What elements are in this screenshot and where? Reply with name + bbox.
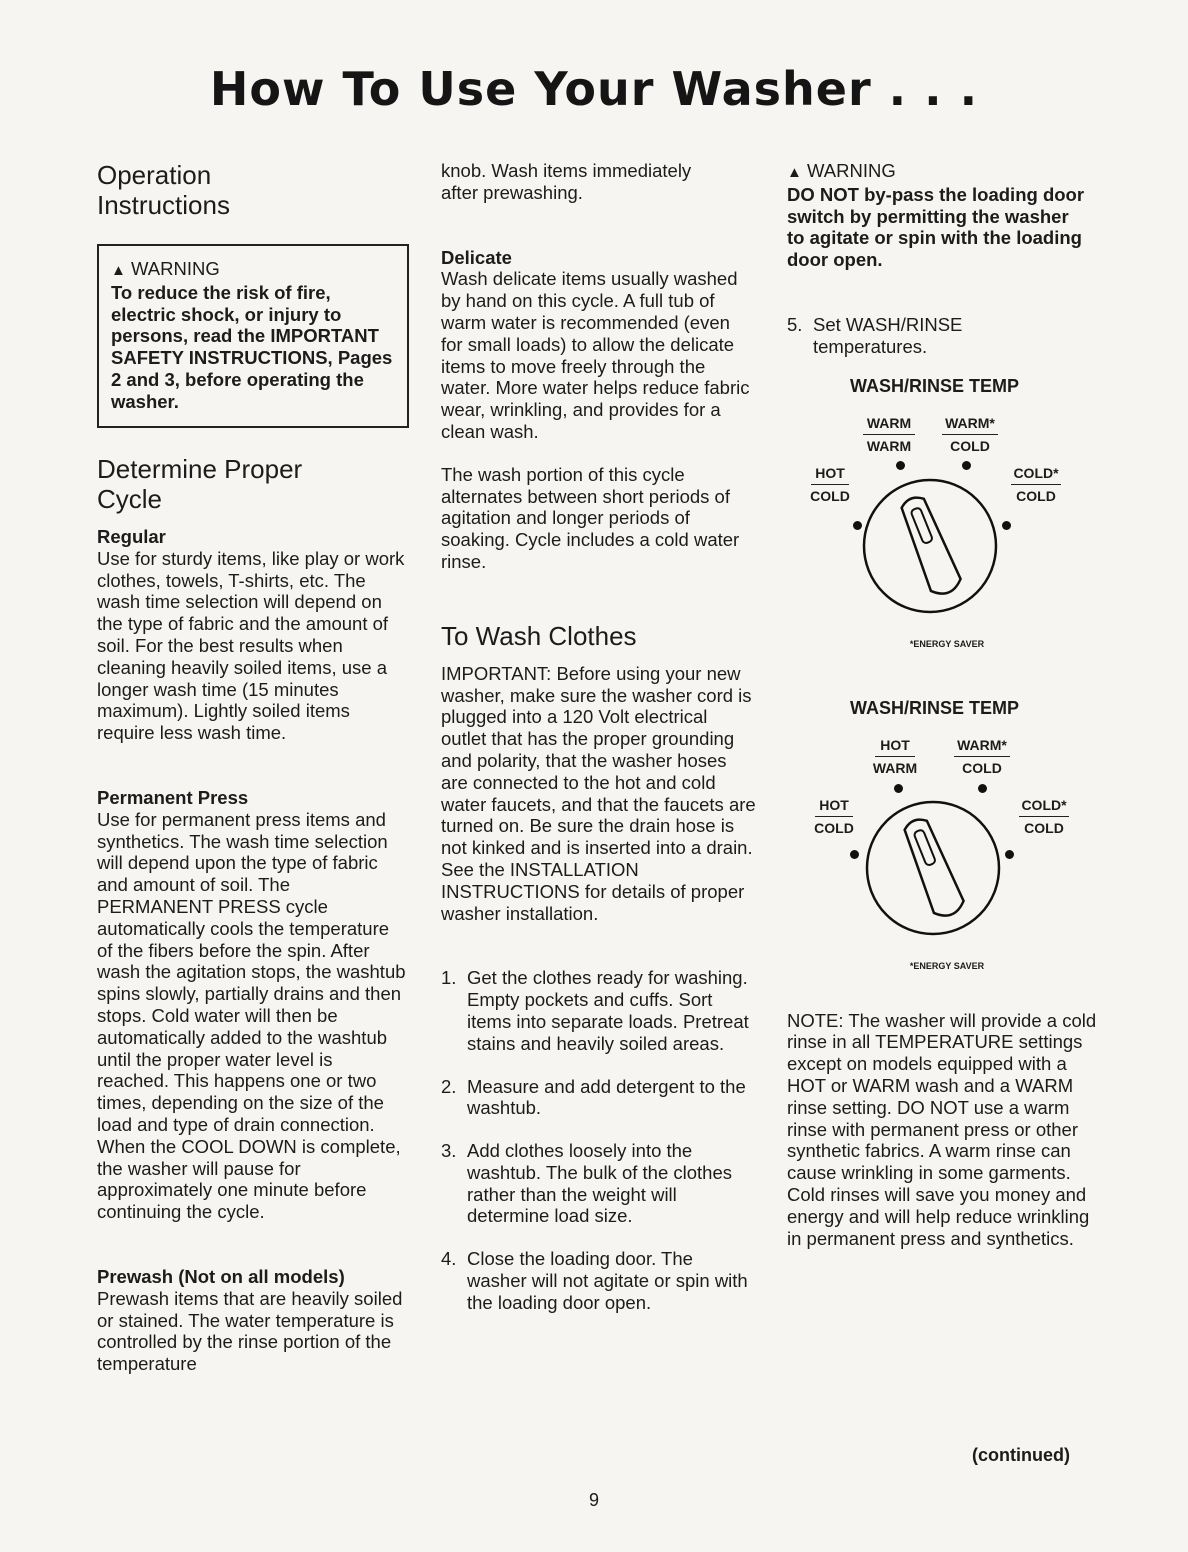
column-left: [97, 160, 409, 1375]
dial-label-hot-cold: HOT COLD: [805, 462, 855, 507]
list-item: 5. Set WASH/RINSE temperatures.: [787, 313, 963, 357]
important-text: IMPORTANT: Before using your new washer, make sure the washer cord is plugged into a 120 Volt electrical outlet that has the proper grounding and polarity, that the washer hoses are connected to the hot and cold water faucets, and that the faucets are turned on. Be sure the drain hose is not kinked and is inserted into a drain. See the INSTALLATION INSTRUCTIONS for details of proper washer installation.: [441, 662, 756, 924]
delicate-text: Wash delicate items usually washed by hand on this cycle. A full tub of warm water is recommended (even for small loads) to allow the delicate items to move freely through the water. More water helps reduce fabric wear, wrinkling, and provides for a clean wash.: [441, 268, 750, 442]
dial-label-hot-cold: HOT COLD: [809, 794, 859, 839]
dial-title: WASH/RINSE TEMP: [849, 697, 1019, 718]
dial-position-dot: [978, 784, 987, 793]
temperature-knob-icon: [860, 476, 1000, 616]
step-5: [787, 314, 1102, 358]
regular-heading: Regular: [97, 526, 166, 547]
warning-label: WARNING: [131, 258, 220, 279]
regular-text: Use for sturdy items, like play or work clothes, towels, T-shirts, etc. The wash time selection will depend on the type of fabric and the amount of soil. For the best results when cleaning heavily soiled items, use a longer wash time (15 minutes maximum). Lightly soiled items require less wash time.: [97, 547, 405, 744]
permanent-press-heading: Permanent Press: [97, 786, 249, 808]
list-item: 1. Get the clothes ready for washing. Empty pockets and cuffs. Sort items into separate loads. Pretreat stains and heavily soiled areas.: [441, 967, 749, 1054]
temperature-knob-icon: [863, 798, 1003, 938]
prewash-continued-text: knob. Wash items immediately after prewashing.: [441, 160, 692, 203]
dial-position-dot: [896, 461, 905, 470]
prewash-text: Prewash items that are heavily soiled or stained. The water temperature is controlled by the rinse portion of the temperature: [97, 1287, 403, 1375]
door-warning-text: DO NOT by-pass the loading door switch by permitting the washer to agitate or spin with the loading door open.: [787, 183, 1085, 271]
temp-dial-2: [787, 698, 1102, 1018]
column-middle: [441, 160, 756, 1314]
page-number: 9: [588, 1490, 599, 1510]
dial-position-dot: [1005, 850, 1014, 859]
dial-position-dot: [1002, 521, 1011, 530]
warning-label: WARNING: [807, 160, 896, 181]
page-title: How To Use Your Washer . . .: [209, 62, 979, 116]
prewash-heading: Prewash (Not on all models): [97, 1265, 345, 1287]
delicate-text-2: The wash portion of this cycle alternates between short periods of agitation and longer periods of soaking. Cycle includes a cold water rinse.: [441, 463, 740, 572]
door-warning: [787, 160, 1102, 271]
energy-saver-footnote: *ENERGY SAVER: [909, 638, 985, 649]
warning-text: To reduce the risk of fire, electric shock, or injury to persons, read the IMPORTANT SAFETY INSTRUCTIONS, Pages 2 and 3, before operating the washer.: [111, 281, 393, 412]
dial-position-dot: [894, 784, 903, 793]
dial-label-warm-cold: WARM* COLD: [937, 412, 1003, 457]
operation-instructions-heading: Operation Instructions: [97, 160, 230, 220]
dial-label-cold-cold: COLD* COLD: [1015, 794, 1073, 839]
delicate-heading: Delicate: [441, 246, 512, 268]
column-right: [787, 160, 1102, 1249]
permanent-press-text: Use for permanent press items and synthetics. The wash time selection will depend upon the type of fabric and amount of soil. The PERMANENT PRESS cycle automatically cools the temperature of the fibers before the spin. After wash the agitation stops, the washtub spins slowly, partially drains and then stops. Cold water will then be automatically added to the washtub until the proper water level is reached. This happens one or two times, depending on the size of the load and type of drain connection. When the COOL DOWN is complete, the washer will pause for approximately one minute before continuing the cycle.: [97, 808, 406, 1223]
dial-label-warm-cold: WARM* COLD: [949, 734, 1015, 779]
temp-dial-1: [787, 376, 1102, 658]
warning-triangle-icon: ▲: [111, 262, 126, 279]
warning-title: [111, 258, 397, 282]
list-item: 2. Measure and add detergent to the washtub.: [441, 1075, 746, 1119]
dial-title: WASH/RINSE TEMP: [849, 375, 1019, 396]
determine-cycle-heading: Determine Proper Cycle: [97, 454, 303, 514]
to-wash-clothes-heading: To Wash Clothes: [441, 620, 637, 651]
energy-saver-footnote: *ENERGY SAVER: [909, 960, 985, 971]
dial-position-dot: [850, 850, 859, 859]
list-item: 4. Close the loading door. The washer will not agitate or spin with the loading door open.: [441, 1248, 748, 1313]
warning-triangle-icon: ▲: [787, 164, 802, 181]
dial-label-hot-warm: HOT WARM: [867, 734, 923, 779]
continued-label: (continued): [972, 1445, 1070, 1465]
warning-box: [97, 244, 409, 428]
wash-steps-list: [441, 967, 756, 1313]
note-text: NOTE: The washer will provide a cold rinse in all TEMPERATURE settings except on models equipped with a HOT or WARM wash and a WARM rinse setting. DO NOT use a warm rinse with permanent press or other synthetic fabrics. A warm rinse can cause wrinkling in some garments. Cold rinses will save you money and energy and will help reduce wrinkling in permanent press and synthetics.: [787, 1009, 1097, 1249]
dial-position-dot: [962, 461, 971, 470]
list-item: 3. Add clothes loosely into the washtub. The bulk of the clothes rather than the weight will determine load size.: [441, 1140, 732, 1227]
dial-label-cold-cold: COLD* COLD: [1007, 462, 1065, 507]
dial-label-warm-warm: WARM WARM: [859, 412, 919, 457]
